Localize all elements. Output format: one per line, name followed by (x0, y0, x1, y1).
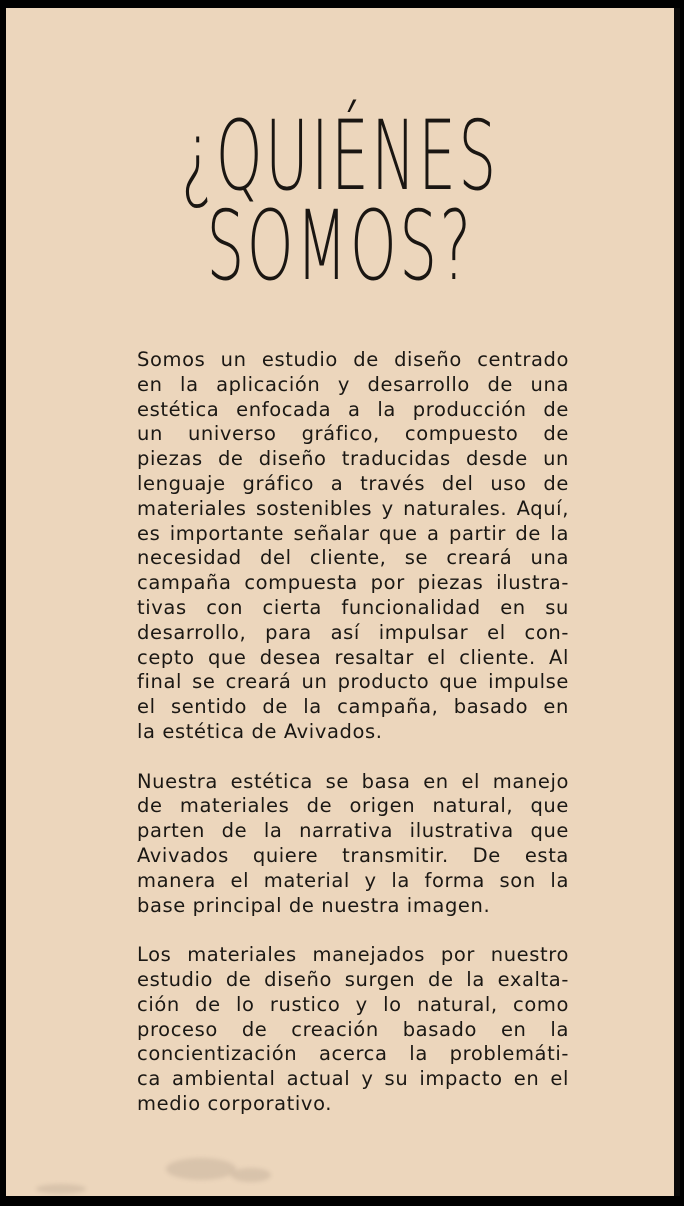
text-line: proceso de creación basado en la (137, 1017, 569, 1041)
text-line: piezas de diseño traducidas desde un (137, 447, 569, 471)
text-line: cepto que desea resaltar el cliente. Al (137, 645, 569, 669)
text-line: un universo gráfico, compuesto de (137, 422, 569, 446)
text-line: estudio de diseño surgen de la exalta- (137, 967, 569, 991)
text-line: en la aplicación y desarrollo de una (137, 372, 569, 396)
paragraph-3 (137, 943, 569, 1117)
text-line: ca ambiental actual y su impacto en el (137, 1067, 569, 1091)
text-line: base principal de nuestra imagen. (137, 893, 491, 917)
text-line: de materiales de origen natural, que (137, 794, 569, 818)
text-line: Nuestra estética se basa en el manejo (137, 769, 569, 793)
text-line: concientización acerca la problemáti- (137, 1042, 569, 1066)
paragraph-gap (137, 918, 569, 943)
text-line: ción de lo rustico y lo natural, como (137, 992, 569, 1016)
text-line: tivas con cierta funcionalidad en su (137, 595, 569, 619)
text-line: parten de la narrativa ilustrativa que (137, 819, 569, 843)
paper-stain (166, 1158, 236, 1180)
paragraph-2 (137, 770, 569, 919)
body-text (137, 348, 569, 1117)
paper-stain (231, 1168, 271, 1182)
text-line: manera el material y la forma son la (137, 868, 569, 892)
paper-stain (36, 1184, 86, 1194)
text-line: lenguaje gráfico a través del uso de (137, 471, 569, 495)
text-line: es importante señalar que a partir de la (137, 521, 569, 545)
text-line: la estética de Avivados. (137, 719, 383, 743)
text-line: medio corporativo. (137, 1091, 333, 1115)
text-line: final se creará un producto que impulse (137, 670, 569, 694)
text-line: materiales sostenibles y naturales. Aquí, (137, 496, 569, 520)
text-line: desarrollo, para así impulsar el con- (137, 620, 569, 644)
paragraph-1 (137, 348, 569, 745)
text-line: Somos un estudio de diseño centrado (137, 348, 569, 371)
text-line: campaña compuesta por piezas ilustra- (137, 571, 569, 595)
text-line: Los materiales manejados por nuestro (137, 943, 569, 967)
text-line: el sentido de la campaña, basado en (137, 695, 569, 719)
text-line: estética enfocada a la producción de (137, 397, 569, 421)
page-title-line-2: SOMOS? (206, 190, 474, 302)
paragraph-gap (137, 745, 569, 770)
text-line: necesidad del cliente, se creará una (137, 546, 569, 570)
text-line: Avivados quiere transmitir. De esta (137, 843, 569, 867)
content-panel (6, 8, 680, 1196)
page-title-line-1: ¿QUIÉNES (181, 100, 499, 212)
